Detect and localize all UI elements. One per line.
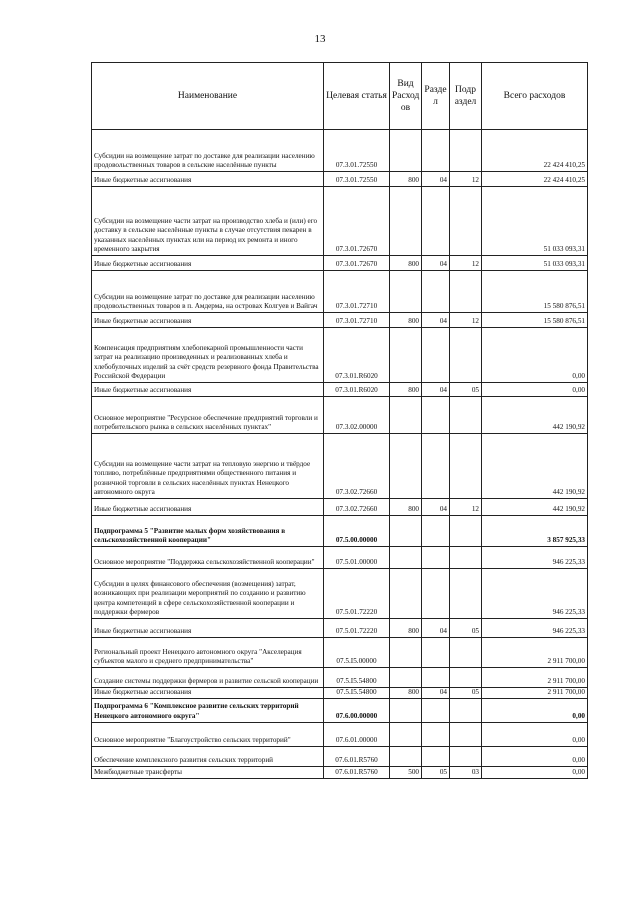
row-name: Компенсация предприятиям хлебопекарной промышленности части затрат на реализацию произведенных и реализованных хлеба и хлебобулочных изделий за счёт средств резервного фонда Правительства Российской Федерации (92, 328, 324, 383)
row-name: Субсидии на возмещение части затрат на производство хлеба и (или) его доставку в сельские населённые пункты в случае отсутствия пекарен в указанных населённых пунктах или на период их ремонта и иного временного закрытия (92, 187, 324, 256)
row-name: Обеспечение комплексного развития сельских территорий (92, 746, 324, 766)
row-target: 07.5.00.00000 (324, 516, 390, 547)
row-section: 04 (422, 172, 450, 187)
row-section (422, 397, 450, 434)
row-section (422, 569, 450, 619)
row-kind: 500 (390, 766, 422, 778)
row-target: 07.5.01.72220 (324, 619, 390, 638)
table-row (92, 569, 588, 619)
row-kind (390, 516, 422, 547)
row-name: Региональный проект Ненецкого автономного округа "Акселерация субъектов малого и среднего предпринимательства" (92, 638, 324, 668)
header-subsection: Подр аздел (450, 63, 482, 130)
row-kind (390, 698, 422, 722)
row-target: 07.3.01.72670 (324, 256, 390, 271)
row-kind (390, 434, 422, 499)
row-section (422, 187, 450, 256)
row-subsection (450, 516, 482, 547)
row-kind (390, 328, 422, 383)
row-subsection: 12 (450, 313, 482, 328)
row-target: 07.6.01.R5760 (324, 766, 390, 778)
table-row (92, 256, 588, 271)
row-amount: 0,00 (482, 383, 588, 397)
row-target: 07.3.01.72670 (324, 187, 390, 256)
row-name: Основное мероприятие "Ресурсное обеспечение предприятий торговли и потребительского рынка в сельских населённых пунктах" (92, 397, 324, 434)
row-name: Иные бюджетные ассигнования (92, 383, 324, 397)
table-row (92, 547, 588, 569)
row-name: Иные бюджетные ассигнования (92, 499, 324, 516)
row-name: Иные бюджетные ассигнования (92, 688, 324, 699)
row-subsection (450, 638, 482, 668)
row-name: Субсидии на возмещение затрат по доставке для реализации населению продовольственных товаров в п. Амдерма, на островах Колгуев и Вайгач (92, 271, 324, 313)
row-target: 07.3.01.72710 (324, 271, 390, 313)
budget-table (91, 62, 588, 779)
row-section (422, 328, 450, 383)
row-subsection (450, 271, 482, 313)
row-amount: 0,00 (482, 722, 588, 746)
row-kind: 800 (390, 499, 422, 516)
header-total: Всего расходов (482, 63, 588, 130)
table-row (92, 619, 588, 638)
row-section (422, 271, 450, 313)
table-row (92, 397, 588, 434)
row-amount: 22 424 410,25 (482, 130, 588, 172)
row-target: 07.3.01.72550 (324, 172, 390, 187)
row-amount: 51 033 093,31 (482, 256, 588, 271)
row-target: 07.3.01.72550 (324, 130, 390, 172)
row-subsection (450, 434, 482, 499)
row-kind (390, 569, 422, 619)
row-kind (390, 746, 422, 766)
row-kind (390, 722, 422, 746)
row-subsection (450, 547, 482, 569)
row-subsection (450, 328, 482, 383)
header-section: Разде л (422, 63, 450, 130)
row-kind: 800 (390, 619, 422, 638)
row-amount: 442 190,92 (482, 434, 588, 499)
row-kind: 800 (390, 688, 422, 699)
row-subsection (450, 698, 482, 722)
row-amount: 2 911 700,00 (482, 638, 588, 668)
row-target: 07.6.00.00000 (324, 698, 390, 722)
row-subsection: 12 (450, 256, 482, 271)
page-number: 13 (314, 33, 326, 45)
row-amount: 22 424 410,25 (482, 172, 588, 187)
table-body (92, 130, 588, 779)
table-row (92, 130, 588, 172)
table-row (92, 383, 588, 397)
row-name: Субсидии на возмещение затрат по доставке для реализации населению продовольственных товаров в сельские населённые пункты (92, 130, 324, 172)
row-subsection: 05 (450, 383, 482, 397)
row-target: 07.3.01.72710 (324, 313, 390, 328)
row-target: 07.3.01.R6020 (324, 328, 390, 383)
table-row (92, 722, 588, 746)
row-kind (390, 130, 422, 172)
row-target: 07.5.01.72220 (324, 569, 390, 619)
row-target: 07.5.I5.54800 (324, 668, 390, 688)
row-kind (390, 668, 422, 688)
row-name: Основное мероприятие "Благоустройство сельских территорий" (92, 722, 324, 746)
header-row (92, 63, 588, 130)
row-name: Иные бюджетные ассигнования (92, 256, 324, 271)
row-amount: 0,00 (482, 766, 588, 778)
row-target: 07.5.I5.00000 (324, 638, 390, 668)
row-kind: 800 (390, 256, 422, 271)
row-subsection (450, 397, 482, 434)
row-target: 07.3.02.00000 (324, 397, 390, 434)
row-section: 04 (422, 499, 450, 516)
row-target: 07.6.01.R5760 (324, 746, 390, 766)
row-subsection (450, 130, 482, 172)
row-amount: 0,00 (482, 328, 588, 383)
row-name: Иные бюджетные ассигнования (92, 172, 324, 187)
table-row (92, 688, 588, 699)
row-kind: 800 (390, 172, 422, 187)
row-amount: 2 911 700,00 (482, 688, 588, 699)
row-section (422, 516, 450, 547)
row-target: 07.5.01.00000 (324, 547, 390, 569)
row-name: Иные бюджетные ассигнования (92, 313, 324, 328)
row-amount: 51 033 093,31 (482, 187, 588, 256)
table-row (92, 313, 588, 328)
table-row (92, 766, 588, 778)
row-section (422, 746, 450, 766)
row-amount: 946 225,33 (482, 569, 588, 619)
row-name: Подпрограмма 5 "Развитие малых форм хозяйствования в сельскохозяйственной кооперации" (92, 516, 324, 547)
row-name: Создание системы поддержки фермеров и развитие сельской кооперации (92, 668, 324, 688)
table-row (92, 746, 588, 766)
row-amount: 442 190,92 (482, 499, 588, 516)
row-kind (390, 271, 422, 313)
row-subsection: 12 (450, 499, 482, 516)
header-name: Наименование (92, 63, 324, 130)
row-target: 07.3.02.72660 (324, 499, 390, 516)
row-section (422, 668, 450, 688)
header-target: Целевая статья (324, 63, 390, 130)
row-section: 05 (422, 766, 450, 778)
row-kind: 800 (390, 383, 422, 397)
row-subsection: 05 (450, 619, 482, 638)
row-section: 04 (422, 688, 450, 699)
row-subsection (450, 668, 482, 688)
row-kind: 800 (390, 313, 422, 328)
row-section: 04 (422, 313, 450, 328)
row-section (422, 130, 450, 172)
table-row (92, 516, 588, 547)
row-amount: 15 580 876,51 (482, 271, 588, 313)
row-amount: 15 580 876,51 (482, 313, 588, 328)
row-section: 04 (422, 256, 450, 271)
row-subsection (450, 187, 482, 256)
row-amount: 946 225,33 (482, 547, 588, 569)
table-row (92, 499, 588, 516)
row-target: 07.3.01.R6020 (324, 383, 390, 397)
row-target: 07.6.01.00000 (324, 722, 390, 746)
row-amount: 442 190,92 (482, 397, 588, 434)
row-subsection: 03 (450, 766, 482, 778)
row-subsection (450, 722, 482, 746)
row-kind (390, 187, 422, 256)
table-row (92, 434, 588, 499)
table-row (92, 172, 588, 187)
row-section: 04 (422, 383, 450, 397)
row-amount: 0,00 (482, 698, 588, 722)
row-subsection: 12 (450, 172, 482, 187)
table-row (92, 328, 588, 383)
row-name: Подпрограмма 6 "Комплексное развитие сельских территорий Ненецкого автономного округа" (92, 698, 324, 722)
row-section (422, 698, 450, 722)
table-row (92, 638, 588, 668)
row-name: Субсидии в целях финансового обеспечения (возмещения) затрат, возникающих при реализации мероприятий по созданию и развитию центра компетенций в сфере сельскохозяйственной кооперации и поддержки фермеров (92, 569, 324, 619)
row-kind (390, 397, 422, 434)
row-name: Иные бюджетные ассигнования (92, 619, 324, 638)
row-target: 07.5.I5.54800 (324, 688, 390, 699)
table-row (92, 271, 588, 313)
table-row (92, 187, 588, 256)
row-kind (390, 547, 422, 569)
table-row (92, 668, 588, 688)
row-section (422, 638, 450, 668)
row-amount: 946 225,33 (482, 619, 588, 638)
row-name: Субсидии на возмещение части затрат на тепловую энергию и твёрдое топливо, потреблённые предприятиями общественного питания и розничной торговли в сельских населённых пунктах Ненецкого автономного округа (92, 434, 324, 499)
header-kind: Вид Расход ов (390, 63, 422, 130)
row-subsection (450, 569, 482, 619)
row-section (422, 434, 450, 499)
row-name: Основное мероприятие "Поддержка сельскохозяйственной кооперации" (92, 547, 324, 569)
row-section (422, 722, 450, 746)
row-amount: 2 911 700,00 (482, 668, 588, 688)
table-row (92, 698, 588, 722)
row-section: 04 (422, 619, 450, 638)
row-kind (390, 638, 422, 668)
row-amount: 3 857 925,33 (482, 516, 588, 547)
row-name: Межбюджетные трансферты (92, 766, 324, 778)
row-amount: 0,00 (482, 746, 588, 766)
row-subsection (450, 746, 482, 766)
row-subsection: 05 (450, 688, 482, 699)
row-section (422, 547, 450, 569)
row-target: 07.3.02.72660 (324, 434, 390, 499)
